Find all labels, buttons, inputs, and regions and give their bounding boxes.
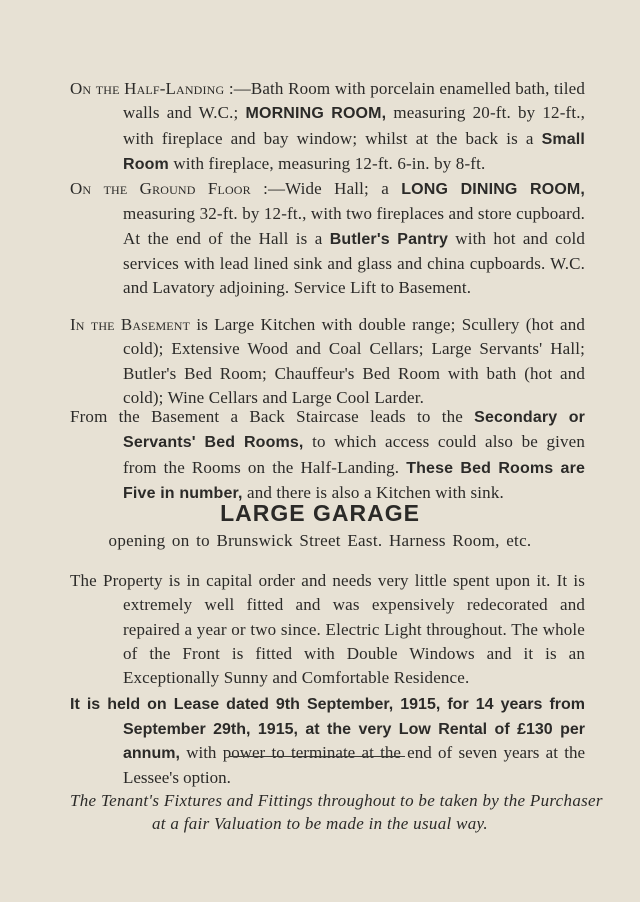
- text: and there is also a Kitchen with sink.: [242, 482, 504, 502]
- text: with fireplace, measuring 12-ft. 6-in. by 8-ft.: [168, 153, 486, 173]
- text: with power to terminate at the end of seven years at the Lessee's option.: [123, 743, 585, 787]
- bold-text: It is held on Lease dated 9th September, 1915, for 14 years from September 29th, 1915, at the very Low Rental of £130 per annum,: [70, 696, 585, 762]
- bold-text: Secondary or Servants' Bed Rooms,: [123, 409, 585, 452]
- basement-paragraph: [70, 313, 585, 410]
- garage-heading: LARGE GARAGE: [220, 500, 420, 526]
- bold-text: Small Room: [123, 130, 585, 173]
- text: The Property is in capital order and needs very little spent upon it. It is extremely well fitted and was expensively redecorated and repaired a year or two since. Electric Light throughout. The whole of the Front is fitted with Double Windows and it is an Exceptionally Sunny and Comfortable Residence.: [70, 571, 585, 688]
- ground-floor-paragraph: [70, 177, 585, 300]
- half-landing-paragraph: [70, 77, 585, 177]
- bold-text: LONG DINING ROOM,: [401, 181, 585, 198]
- secondary-bedrooms-paragraph: [70, 405, 585, 506]
- text: measuring 20-ft. by 12-ft., with fireplace and bay window; whilst at the back is a: [123, 103, 586, 148]
- property-paragraph: [70, 569, 585, 690]
- text: is Large Kitchen with double range; Scullery (hot and cold); Extensive Wood and Coal Cellars; Large Servants' Hall; Butler's Bed Room; Chauffeur's Bed Room with bath (hot and cold); Wine Cellars and Large Cool Larder.: [123, 315, 585, 407]
- text: :—Wide Hall; a: [250, 179, 402, 198]
- section-lead: On the Half-Landing: [70, 79, 225, 98]
- bold-text: Butler's Pantry: [329, 230, 448, 248]
- bold-text: MORNING ROOM,: [245, 105, 387, 123]
- section-lead: In the Basement: [70, 315, 191, 334]
- tenant-fixtures-note: The Tenant's Fixtures and Fittings throughout to be taken by the Purchaser at a fair Valuation to be made in the usual way.: [70, 791, 603, 833]
- bold-text: These Bed Rooms are Five in number,: [123, 459, 585, 502]
- text: :—Bath Room with porcelain enamelled bath, tiled walls and W.C.;: [123, 79, 586, 123]
- text: with hot and cold services with lead lined sink and glass and china cupboards. W.C. and Lavatory adjoining. Service Lift to Basement.: [123, 228, 585, 298]
- text: From the Basement a Back Staircase leads to the: [70, 407, 475, 426]
- section-lead: On the Ground Floor: [70, 179, 251, 198]
- text: measuring 32-ft. by 12-ft., with two fireplaces and store cupboard. At the end of the Hall is a: [123, 204, 585, 248]
- divider-rule: [230, 756, 405, 757]
- garage-subtitle: opening on to Brunswick Street East. Harness Room, etc.: [108, 531, 532, 550]
- lease-paragraph: [70, 692, 585, 789]
- text: to which access could also be given from the Rooms on the Half-Landing.: [123, 432, 585, 477]
